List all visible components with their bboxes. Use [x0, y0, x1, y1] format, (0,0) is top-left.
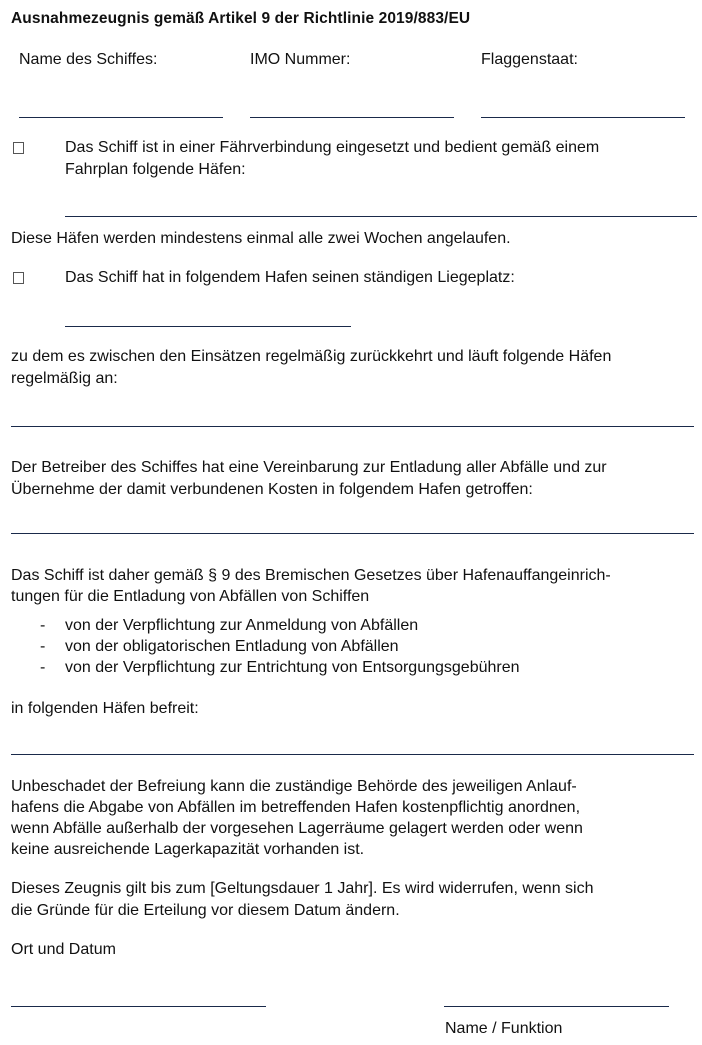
list-item-text: von der obligatorischen Entladung von Abfällen: [65, 638, 399, 655]
dash-bullet: -: [40, 659, 46, 676]
berth-ports-field[interactable]: [11, 426, 694, 427]
ferry-checkbox[interactable]: [13, 142, 24, 154]
ferry-ports-field[interactable]: [65, 216, 697, 217]
flag-state-field[interactable]: [481, 117, 685, 118]
list-item: [40, 657, 520, 678]
list-item-text: von der Verpflichtung zur Anmeldung von Abfällen: [65, 617, 419, 634]
berth-checkbox[interactable]: [13, 272, 24, 284]
flag-state-label: Flaggenstaat:: [481, 51, 578, 68]
place-date-field[interactable]: [11, 1006, 266, 1007]
dash-bullet: -: [40, 617, 46, 634]
berth-cont-line2: regelmäßig an:: [11, 370, 118, 387]
agreement-line2: Übernehme der damit verbundenen Kosten in folgendem Hafen getroffen:: [11, 481, 533, 498]
signature-field[interactable]: [444, 1006, 669, 1007]
name-function-label: Name / Funktion: [445, 1020, 563, 1037]
list-item: [40, 615, 520, 636]
validity-line1: Dieses Zeugnis gilt bis zum [Geltungsdauer 1 Jahr]. Es wird widerrufen, wenn sich: [11, 880, 594, 897]
imo-number-label: IMO Nummer:: [250, 51, 351, 68]
imo-number-field[interactable]: [250, 117, 454, 118]
berth-port-field[interactable]: [65, 326, 351, 327]
agreement-line1: Der Betreiber des Schiffes hat eine Vereinbarung zur Entladung aller Abfälle und zur: [11, 459, 607, 476]
berth-option-line1: Das Schiff hat in folgendem Hafen seinen ständigen Liegeplatz:: [65, 269, 515, 286]
place-date-label: Ort und Datum: [11, 941, 116, 958]
notice-line3: wenn Abfälle außerhalb der vorgesehen Lagerräume gelagert werden oder wenn: [11, 820, 583, 837]
notice-line1: Unbeschadet der Befreiung kann die zuständige Behörde des jeweiligen Anlauf-: [11, 778, 577, 795]
document-title: Ausnahmezeugnis gemäß Artikel 9 der Richtlinie 2019/883/EU: [11, 10, 471, 27]
validity-line2: die Gründe für die Erteilung vor diesem Datum ändern.: [11, 902, 400, 919]
ferry-frequency-note: Diese Häfen werden mindestens einmal alle zwei Wochen angelaufen.: [11, 230, 511, 247]
list-item-text: von der Verpflichtung zur Entrichtung von Entsorgungsgebühren: [65, 659, 520, 676]
list-item: [40, 636, 520, 657]
notice-line2: hafens die Abgabe von Abfällen im betreffenden Hafen kostenpflichtig anordnen,: [11, 799, 581, 816]
ship-name-field[interactable]: [19, 117, 223, 118]
exemption-ports-field[interactable]: [11, 754, 694, 755]
exemption-list: [40, 615, 520, 678]
agreement-port-field[interactable]: [11, 533, 694, 534]
exemption-line2: tungen für die Entladung von Abfällen von Schiffen: [11, 588, 370, 605]
ferry-option-line2: Fahrplan folgende Häfen:: [65, 161, 246, 178]
ship-name-label: Name des Schiffes:: [19, 51, 158, 68]
ferry-option-line1: Das Schiff ist in einer Fährverbindung eingesetzt und bedient gemäß einem: [65, 139, 600, 156]
exemption-line1: Das Schiff ist daher gemäß § 9 des Bremischen Gesetzes über Hafenauffangeinrich-: [11, 567, 611, 584]
notice-line4: keine ausreichende Lagerkapazität vorhanden ist.: [11, 841, 365, 858]
berth-cont-line1: zu dem es zwischen den Einsätzen regelmäßig zurückkehrt und läuft folgende Häfen: [11, 348, 612, 365]
dash-bullet: -: [40, 638, 46, 655]
exemption-ports-label: in folgenden Häfen befreit:: [11, 700, 199, 717]
